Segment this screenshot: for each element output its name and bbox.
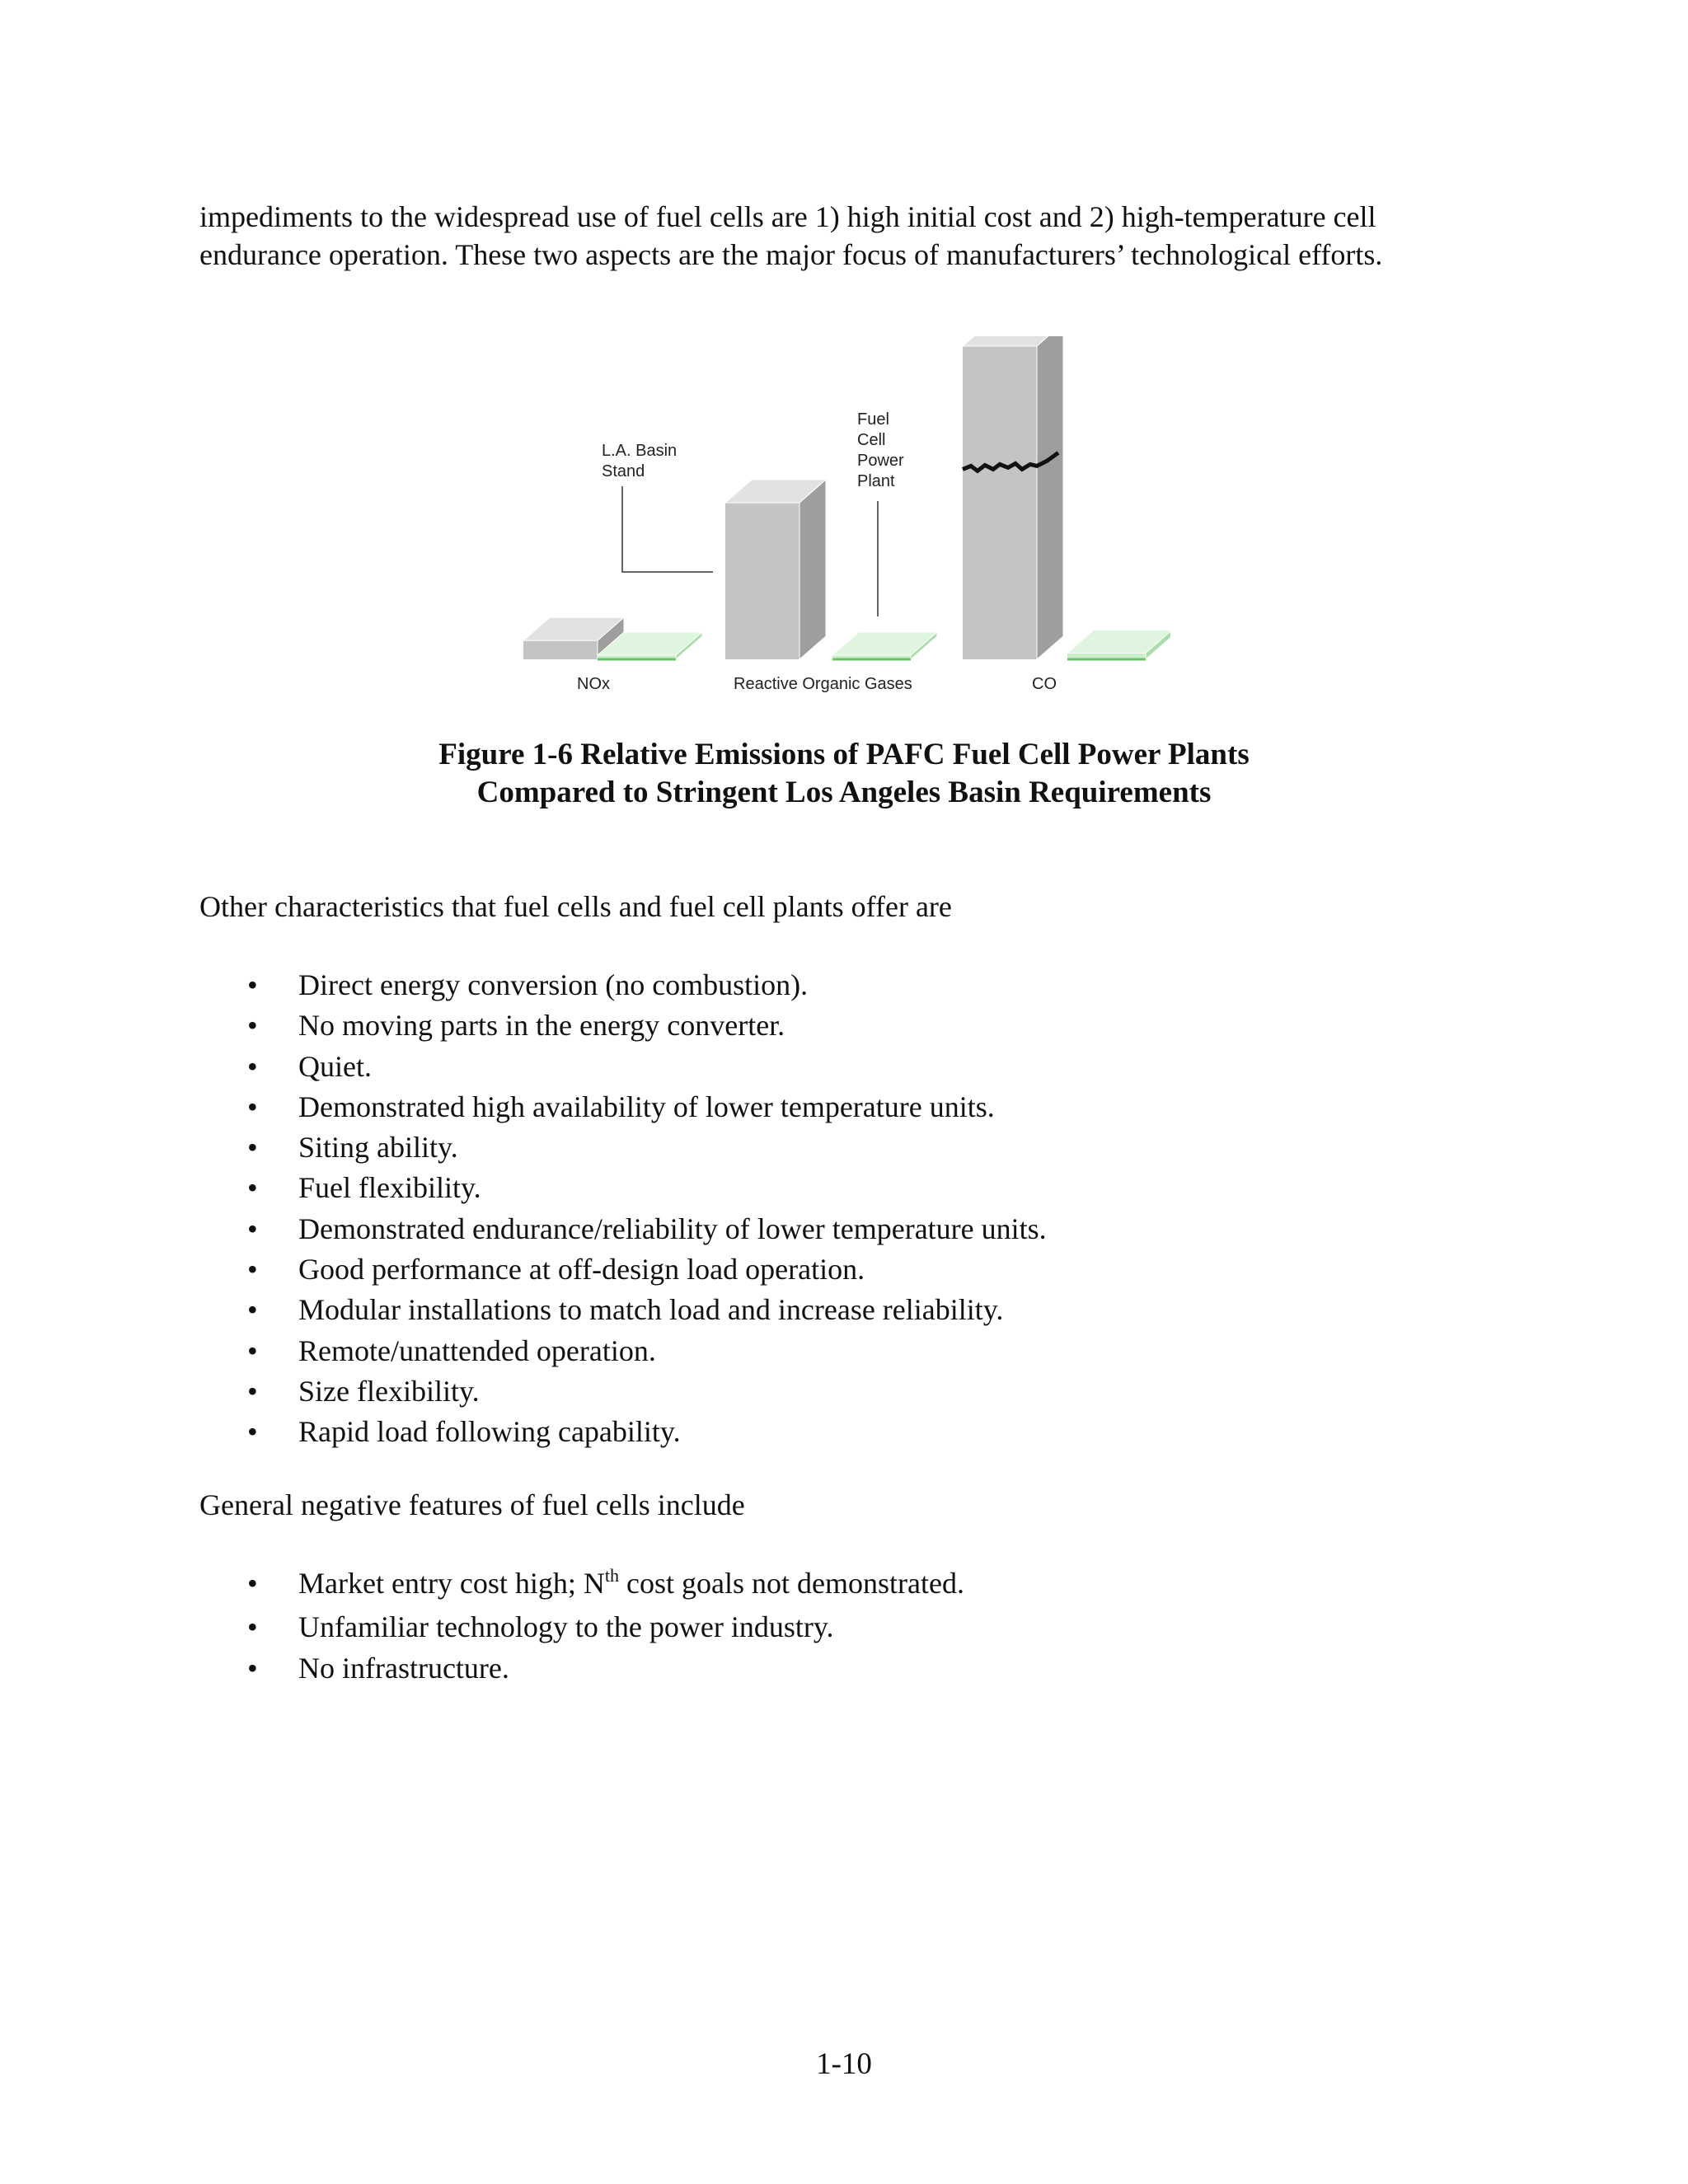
list-item <box>247 1371 1047 1412</box>
list-item <box>247 1047 1047 1087</box>
list-item-text: Good performance at off-design load operation. <box>298 1253 865 1286</box>
list-item <box>247 965 1047 1005</box>
bullet-icon: • <box>247 1009 258 1043</box>
figure-caption <box>267 736 1421 812</box>
caption-line-2: Compared to Stringent Los Angeles Basin Requirements <box>476 776 1212 809</box>
intro-line-2: endurance operation. These two aspects are the major focus of manufacturers’ technological efforts. <box>199 238 1383 271</box>
annotation-fuel-cell-line2: Cell <box>857 431 886 449</box>
list-item <box>247 1331 1047 1371</box>
bullet-icon: • <box>247 1131 258 1165</box>
list-item-text: Direct energy conversion (no combustion). <box>298 968 809 1001</box>
annotation-fuel-cell-line4: Plant <box>857 472 895 490</box>
bar-fuel-cell-power-plant-co <box>1067 630 1170 659</box>
list-item <box>247 1648 964 1689</box>
list-item <box>247 1087 1047 1127</box>
list-item <box>247 1412 1047 1452</box>
bars-group <box>523 336 1170 693</box>
bar-l-a-basin-stand-co <box>963 336 1063 659</box>
category-label-reactive-organic-gases: Reactive Organic Gases <box>734 675 912 693</box>
bullet-icon: • <box>247 1293 258 1327</box>
list-item-text: Siting ability. <box>298 1131 458 1165</box>
page-number: 1-10 <box>816 2047 872 2081</box>
negative-item-1-sup: th <box>604 1565 620 1586</box>
list-item-text: Demonstrated endurance/reliability of lower temperature units. <box>298 1212 1047 1245</box>
negative-item-2: Unfamiliar technology to the power industry. <box>298 1610 834 1644</box>
list-item-text: Size flexibility. <box>298 1374 480 1408</box>
bar-l-a-basin-stand-reactive-organic-gases <box>725 480 826 659</box>
negative-item-1-pre: Market entry cost high; N <box>298 1567 605 1600</box>
list-item <box>247 1127 1047 1168</box>
list-item-text: Remote/unattended operation. <box>298 1333 656 1367</box>
annotation-la-basin-leader <box>622 486 713 572</box>
list-item <box>247 1209 1047 1249</box>
other-characteristics-heading: Other characteristics that fuel cells and fuel cell plants offer are <box>199 890 952 923</box>
negative-features-list <box>247 1563 964 1689</box>
bullet-icon: • <box>247 1610 258 1644</box>
list-item-text: Rapid load following capability. <box>298 1415 681 1449</box>
bullet-icon: • <box>247 1651 258 1685</box>
list-item-text: Fuel flexibility. <box>298 1171 481 1205</box>
category-label-co: CO <box>1032 675 1057 693</box>
annotation-fuel-cell-line1: Fuel <box>857 410 889 429</box>
intro-line-1: impediments to the widespread use of fuel cells are 1) high initial cost and 2) high-temperature cell <box>199 200 1376 233</box>
list-item <box>247 1290 1047 1330</box>
emissions-figure <box>511 336 1170 699</box>
category-label-nox: NOx <box>577 675 610 693</box>
annotation-fuel-cell-line3: Power <box>857 452 904 470</box>
list-item-text: Modular installations to match load and increase reliability. <box>298 1293 1004 1327</box>
bullet-icon: • <box>247 1415 258 1449</box>
bullet-icon: • <box>247 1049 258 1083</box>
list-item <box>247 1168 1047 1208</box>
annotation-la-basin-line1: L.A. Basin <box>602 442 678 460</box>
list-item <box>247 1249 1047 1290</box>
negative-item-3: No infrastructure. <box>298 1651 509 1685</box>
negative-features-heading: General negative features of fuel cells include <box>199 1488 745 1521</box>
annotation-la-basin-line2: Stand <box>602 462 645 480</box>
negative-item-1-post: cost goals not demonstrated. <box>619 1567 964 1600</box>
bullet-icon: • <box>247 1090 258 1123</box>
list-item <box>247 1005 1047 1046</box>
bullet-icon: • <box>247 968 258 1001</box>
bar-fuel-cell-power-plant-reactive-organic-gases <box>832 632 937 659</box>
list-item-text: Quiet. <box>298 1049 372 1083</box>
list-item-text: No moving parts in the energy converter. <box>298 1009 785 1043</box>
intro-paragraph <box>199 198 1535 274</box>
bullet-icon: • <box>247 1212 258 1245</box>
bullet-icon: • <box>247 1171 258 1205</box>
bullet-icon: • <box>247 1333 258 1367</box>
emissions-chart <box>511 336 1170 699</box>
other-characteristics-list <box>247 965 1047 1453</box>
list-item <box>247 1607 964 1647</box>
bullet-icon: • <box>247 1567 258 1600</box>
list-item-text: Demonstrated high availability of lower temperature units. <box>298 1090 995 1123</box>
caption-line-1: Figure 1-6 Relative Emissions of PAFC Fuel Cell Power Plants <box>438 738 1250 771</box>
bullet-icon: • <box>247 1374 258 1408</box>
bullet-icon: • <box>247 1253 258 1286</box>
list-item <box>247 1563 964 1607</box>
